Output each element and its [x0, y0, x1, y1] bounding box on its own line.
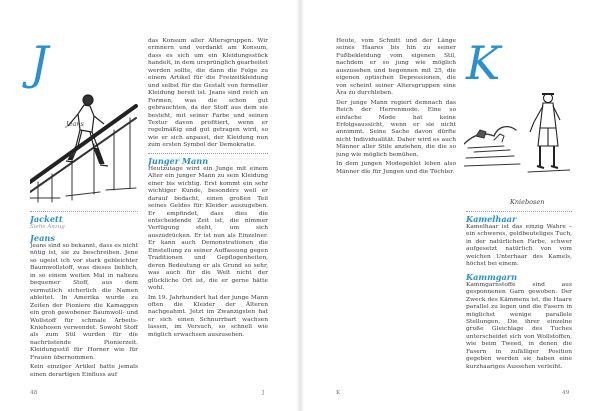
- jeans-illustration: [30, 86, 138, 204]
- right-column-2: [466, 214, 572, 384]
- column-rule: [466, 211, 572, 212]
- page-number-left: 48: [30, 390, 38, 396]
- left-column-1: [30, 214, 138, 384]
- paragraph: Kamelhaar ist das einzig Wahre – ein schweres, geldbeuteliges Tuch, in der natürlichen Farbe, schwer aufgesetzt natürlich von vom weichen Unterhaar des Kamels, höchst bei einem.: [466, 224, 572, 268]
- page-number-right: 49: [562, 390, 570, 396]
- left-column-2: [148, 38, 268, 384]
- paragraph: Jeans sind so bekannt, dass es nicht nötig ist, sie zu beschreiben. Jene so ugeist ich vor stark gebleichter Baumwollstoff, was dieses lieblich, in so einem weiten Mal in nahezu bequemer Stoff, aus dem vermutlich sicherlich die Namen ableitet. In Amerika wurde zu Zeiten der Pioniere die Kamaggen ein grob gewobener Baumwoll- und Wollstoff für schmale Arbeits-Kniehosen verwendet. Sowohl Stoff als zum Stil wurden für die nachrüstende Pionierzeit. Kleidungsstil für Horner wie für Frauen übernommen.: [30, 243, 138, 361]
- paragraph: Der junge Mann regiert demnach das Reich der Herrenmode. Eine so einfache Mode hat keine Erfolgsaussicht, wenn er sie nicht annimmt. Seine Sache davon dürfte nicht Individualität. Daher wird es auch Männer aller Stile anziehen, die die so jung wie möglich bemühen.: [336, 99, 456, 158]
- entry-heading-kamelhaar: Kamelhaar: [466, 214, 517, 224]
- paragraph: In dem jungen Modegeblet leben also Männer die für Jungen und die Töchter.: [336, 161, 456, 175]
- entry-crossref: Siehe Anzug: [30, 224, 65, 230]
- entry-heading-kammgarn: Kammgarn: [466, 271, 518, 282]
- entry-heading-junger-mann: Junger Mann: [148, 155, 209, 166]
- kniehosen-caption: Kniebosen: [510, 198, 545, 206]
- jeans-caption: Jeans: [66, 120, 84, 128]
- right-column-1: [336, 38, 456, 384]
- paragraph: Heute, vom Schnitt und der Länge seines Haares bis hin zu seiner Fußbekleidung vom eigenen Stil, nachdem er so jung wie möglich auszusehen und begonnen mit 25, die eigenen optischen Depressionen, die von scheint seiner Altersgruppen eine Ära zu durchleben.: [336, 38, 456, 97]
- paragraph: Heutzutage wird ein Junge mit einem Alter ein junger Mann zu sein Kleidung einer bis wichtig. Erst kommt ein sehr wichtiger Kunde, besonders weil er darauf bedacht, einen großen Teil seines Geldes für Kleider auszugeben. Er empfindet, dass dies die entscheidende Zeit ist, die nimmer Verfügung steht, um sich auszudrücken. Er ist nun als Einzelner. Er kann auch Demonstrationen die Einstellung zu seiner Auffassung gegen Traditionen und Gepflogenheiten, deren Bedeutung er als Grund so sehr, was auch für die Welt nicht der glückliche Ort ist, die er gerne hätte wohl.: [148, 165, 268, 292]
- paragraph: das Konsum aller Altersgruppen. Wir erinnern und verdankt am Konsum, dass es sich um ein Kleidungsstück handelt, in dem ursprünglich gearbeitet werden sollte, die dann die Folge zu einem Artikel für die Freizeitkleidung und selbst für die Gestalt von formeller Kleidung bereit ist. Jeans sind reich an Formen, was die schon gut gebrauchten, da der Stoff aus dem sie besteht, mit seiner Farbe und seinen Textur davon profitiert, wenn er regelmäßig und gut getragen wird, so wie er sich anpasst, der Kleidung nun zum ersten Symbol der Demokratie.: [148, 38, 268, 149]
- kniehosen-illustration: [464, 86, 570, 190]
- entry-heading-jeans: Jeans: [30, 233, 55, 243]
- entry-heading-jackett: Jackett: [30, 214, 63, 224]
- running-head-left: J: [262, 390, 265, 396]
- column-rule: [30, 211, 138, 212]
- paragraph: Kammgarnstoffe sind aus gesponnenen Garn gewoben. Der Zweck des Kämmens ist, die Haare parallel zu legen und die Fasern in möglichst wenige parallele Stellungen. Die ihrer einzelne große Gleichlage des Tuches unterscheidet sich von Wollstoffen, wie beim Tweed, in denen die Fasern in zufälliger Position gegeben werden sie haben eine kurzhaariges Aussehen verleiht.: [466, 281, 572, 370]
- paragraph: Kein einziger Artikel hatte jemals einen derartigen Einfluss auf: [30, 364, 138, 378]
- book-gutter: [296, 0, 304, 411]
- section-letter-k: K: [466, 36, 501, 90]
- paragraph: Im 19. Jahrhundert hat der junge Mann often die Kleider der Älteren nachgeahmt. Jetzt im Zwanzigsten hat er sich einen Schnurrbart wachsen lassen, im Versuch, so schnell wie möglich erwachsen auszusehen.: [148, 294, 268, 338]
- section-letter-j: J: [30, 36, 49, 90]
- running-head-right: K: [336, 390, 341, 396]
- column-rule: [148, 153, 268, 154]
